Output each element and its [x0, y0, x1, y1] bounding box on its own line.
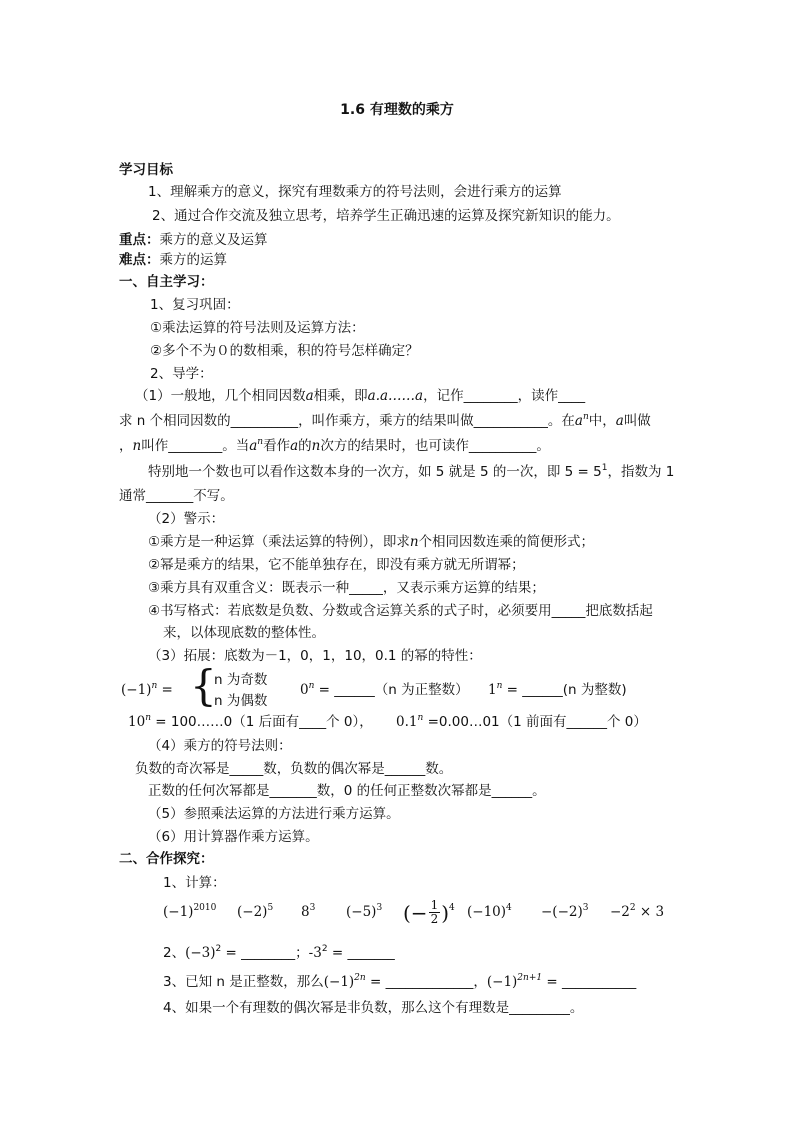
warn-item-4b: 来，以体现底数的整体性。	[163, 625, 325, 641]
exponent: 5	[267, 903, 274, 913]
exponent: n	[145, 713, 151, 723]
expr-8	[610, 903, 664, 921]
text: 2、	[163, 945, 186, 961]
warn-item-2: ②幂是乘方的结果，它不能单独存在，即没有乘方就无所谓幂；	[148, 557, 525, 573]
review-item-2: ②多个不为０的数相乘，积的符号怎样确定？	[150, 343, 419, 359]
q2	[163, 944, 395, 962]
base: (−3)	[185, 945, 216, 961]
base: −(−2)	[541, 904, 583, 920]
power-base: a	[574, 413, 583, 429]
expr-3	[301, 903, 315, 921]
warn-heading: （2）警示：	[148, 511, 225, 527]
base: 0	[300, 682, 309, 698]
base: (−1)	[323, 974, 355, 990]
var-a: a	[305, 388, 314, 404]
var-n: n	[311, 438, 321, 454]
goals-heading: 学习目标	[119, 162, 173, 178]
expr-1	[163, 903, 216, 921]
key-point-label: 重点：	[119, 232, 160, 248]
text: 中，	[588, 413, 616, 429]
denominator: 2	[430, 912, 439, 926]
key-point-text: 乘方的意义及运算	[159, 232, 268, 248]
goal-item-2: 2、通过合作交流及独立思考，培养学生正确迅速的运算及探究新知识的能力。	[152, 208, 620, 224]
power-base: a	[249, 438, 258, 454]
case-even: n 为偶数	[214, 693, 268, 709]
expr-6	[467, 903, 512, 921]
goal-item-1: 1、理解乘方的意义，探究有理数乘方的符号法则，会进行乘方的运算	[148, 184, 562, 200]
exponent: n	[308, 681, 315, 691]
base: (−1)	[486, 974, 518, 990]
left-brace: {	[190, 661, 217, 710]
one-power	[488, 681, 627, 699]
q1-heading: 1、计算：	[163, 875, 226, 891]
text: 叫做	[623, 413, 651, 429]
base: 1	[488, 682, 497, 698]
text: = _______	[327, 945, 395, 961]
base: 0.1	[396, 714, 418, 730]
base: (−1)	[163, 904, 194, 920]
exponent: 4	[506, 903, 512, 913]
text: = 100……0（1 后面有____个 0），	[150, 714, 373, 730]
sign-rule-heading: （4）乘方的符号法则：	[148, 738, 292, 754]
ten-power	[128, 713, 373, 731]
warn-item-4: ④书写格式：若底数是负数、分数或含运算关系的式子时，必须要用_____把底数括起	[148, 603, 653, 619]
equals: =	[161, 682, 173, 698]
guide-line-3: ，n叫作________。当$a^n$看作a的n次方的结果时，也可读作__________。	[119, 437, 550, 454]
exponent: n	[417, 713, 424, 723]
sign-rule-1: 负数的奇次幂是_____数，负数的偶次幂是______数。	[135, 761, 453, 777]
expr-4	[346, 903, 382, 921]
exponent: 1	[601, 463, 608, 473]
power-exponent: n	[257, 437, 264, 447]
text: 个相同因数连乘的简便形式；	[418, 534, 595, 550]
var-a: a	[615, 413, 624, 429]
q4: 4、如果一个有理数的偶次幂是非负数，那么这个有理数是_________。	[163, 1000, 584, 1016]
exponent: n	[496, 681, 503, 691]
exponent: 3	[582, 903, 589, 913]
guide-line-2	[119, 412, 651, 430]
special-line	[148, 463, 674, 481]
base: (−5)	[346, 904, 377, 920]
special-line-2: 通常_______不写。	[119, 488, 234, 504]
paren-open: (−	[403, 900, 428, 925]
exponent: 2010	[193, 903, 217, 913]
text: 叫作________。当	[141, 438, 250, 454]
calc-line: （6）用计算器作乘方运算。	[148, 829, 319, 845]
text: 求 n 个相同因数的__________，叫作乘方，乘方的结果叫做___________。在	[119, 413, 575, 429]
text: 的	[298, 438, 312, 454]
text: = _____________，	[365, 974, 487, 990]
expr-2	[237, 903, 273, 921]
difficulty	[119, 251, 227, 269]
product-expression: a.a……a	[367, 388, 424, 404]
review-item-1: ①乘法运算的符号法则及运算方法：	[150, 320, 365, 336]
base: −2	[610, 904, 630, 920]
base: 8	[301, 904, 310, 920]
text: = ___________	[542, 974, 637, 990]
paren-close: )	[441, 900, 450, 925]
difficulty-label: 难点：	[119, 252, 160, 268]
text: = ______(n 为整数)	[502, 682, 627, 698]
guide-heading: 2、导学：	[150, 366, 213, 382]
base: (−1)	[121, 682, 152, 698]
text: 相乘，即	[313, 388, 368, 404]
exponent: n	[151, 681, 158, 691]
var-a: a	[290, 438, 299, 454]
tenth-power	[396, 713, 647, 731]
key-point	[119, 231, 268, 249]
text: （1）一般地，几个相同因数	[135, 388, 306, 404]
text: ，记作________，读作____	[423, 388, 586, 404]
exponent: 2	[215, 944, 222, 954]
expr-7	[541, 903, 588, 921]
exponent: 3	[376, 903, 383, 913]
var-n: n	[409, 534, 419, 550]
text: × 3	[635, 904, 665, 920]
warn-item-3: ③乘方具有双重含义：既表示一种_____，又表示乘方运算的结果；	[148, 580, 545, 596]
base: (−2)	[237, 904, 268, 920]
base: (−10)	[467, 904, 507, 920]
sign-rule-2: 正数的任何次幂都是_______数，0 的任何正整数次幂都是______。	[148, 783, 546, 799]
case-odd: n 为奇数	[214, 672, 268, 688]
part2-heading: 二、合作探究：	[119, 851, 214, 867]
difficulty-text: 乘方的运算	[159, 252, 227, 268]
exponent: 4	[449, 903, 455, 913]
text: 次方的结果时，也可读作__________。	[320, 438, 550, 454]
exponent: 2	[629, 903, 636, 913]
zero-power	[300, 681, 469, 699]
warn-item-1	[148, 533, 594, 551]
base: -3	[308, 945, 322, 961]
power-exponent: n	[582, 412, 589, 422]
var-n: n	[132, 438, 142, 454]
q3	[163, 973, 636, 991]
base: 10	[128, 714, 146, 730]
text: 3、已知 n 是正整数，那么	[163, 974, 324, 990]
exponent: 2n+1	[517, 973, 543, 983]
guide-line-1	[135, 387, 585, 405]
text: =0.00…01（1 前面有______个 0）	[423, 714, 647, 730]
ref-line: （5）参照乘法运算的方法进行乘方运算。	[148, 806, 400, 822]
text: 看作	[263, 438, 291, 454]
fraction-half	[429, 899, 441, 926]
expr-5	[403, 895, 455, 929]
text: = ______（n 为正整数）	[314, 682, 469, 698]
numerator: 1	[430, 898, 439, 912]
text: = ________；	[221, 945, 309, 961]
part1-heading: 一、自主学习：	[119, 274, 214, 290]
text: 特别地一个数也可以看作这数本身的一次方，如 5 就是 5 的一次，即 5 = 5	[148, 464, 602, 480]
exponent: 3	[309, 903, 316, 913]
page-title: 1.6 有理数的乘方	[340, 102, 454, 118]
text: ，指数为 1	[607, 464, 675, 480]
text: ①乘方是一种运算（乘法运算的特例），即求	[148, 534, 410, 550]
neg-one-power	[121, 681, 173, 699]
exponent: 2n	[354, 973, 366, 983]
exponent: 2	[321, 944, 328, 954]
extension-heading: （3）拓展：底数为－1，0，1，10，0.1 的幂的特性：	[148, 648, 482, 664]
review-heading: 1、复习巩固：	[150, 297, 240, 313]
